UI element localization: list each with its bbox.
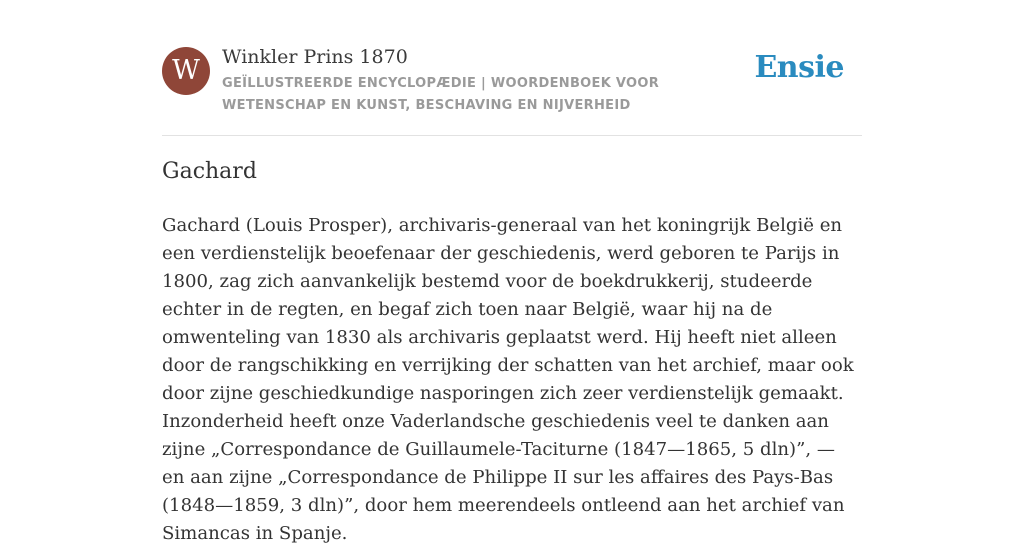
source-avatar[interactable]: W [162,47,210,95]
divider [162,135,862,136]
ensie-logo[interactable]: Ensie [754,50,844,85]
source-header [162,46,862,116]
source-title[interactable]: Winkler Prins 1870 [222,46,408,68]
entry-body: Gachard (Louis Prosper), archivaris-generaal van het koningrijk België en een verdienstelijk beoefenaar der geschiedenis, werd geboren te Parijs in 1800, zag zich aanvankelijk bestemd voor de boekdrukkerij, studeerde echter in de regten, en begaf zich toen naar België, waar hij na de omwenteling van 1830 als archivaris geplaatst werd. Hij heeft niet alleen door de rangschikking en verrijking der schatten van het archief, maar ook door zijne geschiedkundige nasporingen zich zeer verdienstelijk gemaakt. Inzonderheid heeft onze Vaderlandsche geschiedenis veel te danken aan zijne „Correspondance de Guillaumele-Taciturne (1847—1865, 5 dln)”, — en aan zijne „Correspondance de Philippe II sur les affaires des Pays-Bas (1848—1859, 3 dln)”, door hem meerendeels ontleend aan het archief van Simancas in Spanje. [162,215,854,544]
source-subtitle: GEÏLLUSTREERDE ENCYCLOPÆDIE | WOORDENBOEK VOOR WETENSCHAP EN KUNST, BESCHAVING EN NIJVERHEID [222,76,660,113]
entry-title: Gachard [162,159,257,184]
